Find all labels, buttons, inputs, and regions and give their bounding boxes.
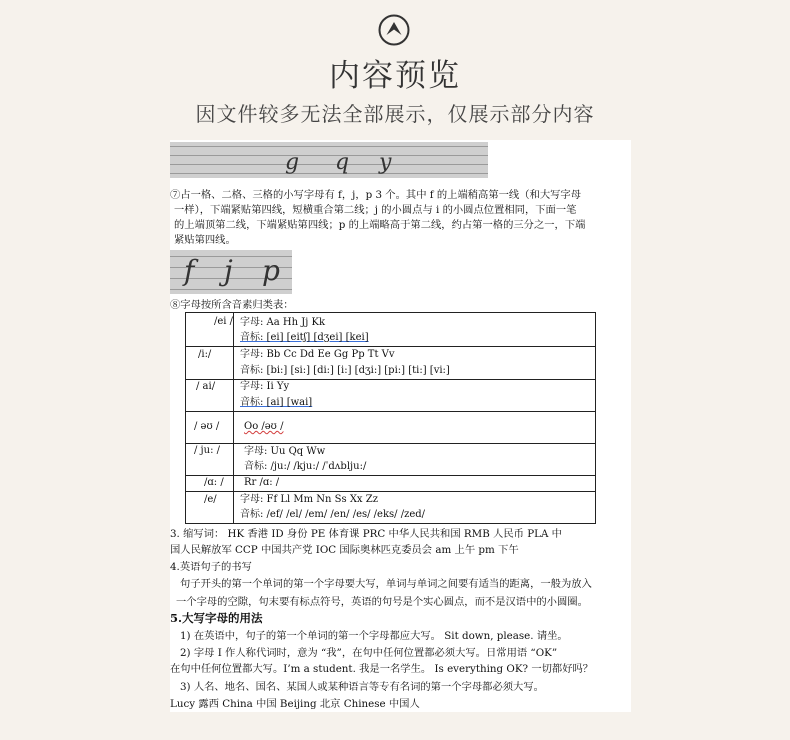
phoneme-table bbox=[185, 312, 596, 524]
chevron-up-circle-icon bbox=[378, 14, 410, 46]
table-phoneme: /ɑ: / bbox=[204, 477, 224, 488]
item5-line: 3) 人名、地名、国名、某国人或某种语言等专有名词的第一个字母都必须大写。 bbox=[180, 681, 544, 693]
table-phoneme: / ai/ bbox=[196, 381, 216, 392]
item5-title: 5.大写字母的用法 bbox=[170, 611, 263, 625]
item3-line: 国人民解放军 CCP 中国共产党 IOC 国际奥林匹克委员会 am 上午 pm 下午 bbox=[170, 544, 519, 556]
hw-letter: j bbox=[224, 254, 233, 287]
para8-title: ⑧字母按所含音素归类表： bbox=[170, 299, 294, 311]
para7-line: 紧贴第四线。 bbox=[174, 234, 236, 246]
para7-line: 一样），下端紧贴第四线，短横重合第二线；j 的小圆点与 i 的小圆点位置相同，下面一笔 bbox=[174, 204, 577, 216]
item4-title: 4.英语句子的书写 bbox=[170, 561, 252, 573]
para7-line: 的上端顶第二线，下端紧贴第四线；p 的上端略高于第二线，约占第一格的三分之一，下端 bbox=[174, 219, 586, 231]
hw-letter: f bbox=[184, 254, 195, 287]
table-letters: 字母: Uu Qq Ww bbox=[244, 446, 326, 457]
table-phoneme: /i:/ bbox=[198, 349, 212, 360]
table-letters: 字母: Aa Hh Jj Kk bbox=[240, 317, 326, 328]
item5-line: 在句中任何位置都大写。I’m a student. 我是一名学生。 Is everything OK? 一切都好吗？ bbox=[170, 663, 594, 675]
table-phonetic: 音标: /ef/ /el/ /em/ /en/ /es/ /eks/ /zed/ bbox=[240, 509, 426, 520]
item5-line: 2) 字母 I 作人称代词时，意为 “我”，在句中任何位置都必须大写。日常用语 “OK” bbox=[180, 647, 558, 659]
handwriting-sample-mid bbox=[170, 250, 292, 294]
table-letters: 字母: Bb Cc Dd Ee Gg Pp Tt Vv bbox=[240, 349, 395, 360]
table-letters: Oo /əʊ / bbox=[244, 421, 284, 432]
table-letters: 字母: Ff Ll Mm Nn Ss Xx Zz bbox=[240, 494, 378, 505]
table-phoneme: / əʊ / bbox=[194, 421, 220, 432]
table-letters: 字母: Ii Yy bbox=[240, 381, 290, 392]
item4-line: 句子开头的第一个单词的第一个字母要大写，单词与单词之间要有适当的距离，一般为放入 bbox=[180, 578, 592, 590]
table-phoneme: / ju: / bbox=[194, 445, 221, 456]
hw-letter: y bbox=[379, 150, 392, 175]
table-phonetic: 音标: [bi:] [si:] [di:] [i:] [dʒi:] [pi:] [ti:] [vi:] bbox=[240, 365, 450, 376]
hw-letter: q bbox=[335, 150, 350, 175]
para7-line: ⑦占一格、二格、三格的小写字母有 f，j，p 3 个。其中 f 的上端稍高第一线（和大写字母 bbox=[170, 189, 582, 201]
hw-letter: g bbox=[285, 150, 300, 175]
item3-line: 3. 缩写词： HK 香港 ID 身份 PE 体育课 PRC 中华人民共和国 RMB 人民币 PLA 中 bbox=[170, 528, 562, 540]
page-title: 内容预览 bbox=[329, 58, 461, 94]
handwriting-sample-top bbox=[170, 142, 488, 178]
table-letters: Rr /ɑ: / bbox=[244, 477, 280, 488]
item4-line: 一个字母的空隙，句末要有标点符号，英语的句号是个实心圆点，而不是汉语中的小圆圈。 bbox=[176, 596, 588, 608]
item5-line: Lucy 露西 China 中国 Beijing 北京 Chinese 中国人 bbox=[170, 698, 420, 710]
document-preview bbox=[170, 140, 631, 712]
page-subtitle: 因文件较多无法全部展示，仅展示部分内容 bbox=[195, 102, 595, 126]
table-phonetic: 音标: [ei] [eitʃ] [dʒei] [kei] bbox=[240, 332, 369, 343]
table-phonetic: 音标: /ju:/ /kju:/ /ˈdʌblju:/ bbox=[244, 461, 367, 472]
table-phonetic: 音标: [ai] [wai] bbox=[240, 397, 313, 408]
hw-letter: p bbox=[262, 254, 280, 287]
item5-line: 1) 在英语中，句子的第一个单词的第一个字母都应大写。 Sit down, please. 请坐。 bbox=[180, 630, 568, 642]
table-phoneme: /ei / bbox=[214, 316, 234, 327]
table-phoneme: /e/ bbox=[204, 494, 217, 505]
